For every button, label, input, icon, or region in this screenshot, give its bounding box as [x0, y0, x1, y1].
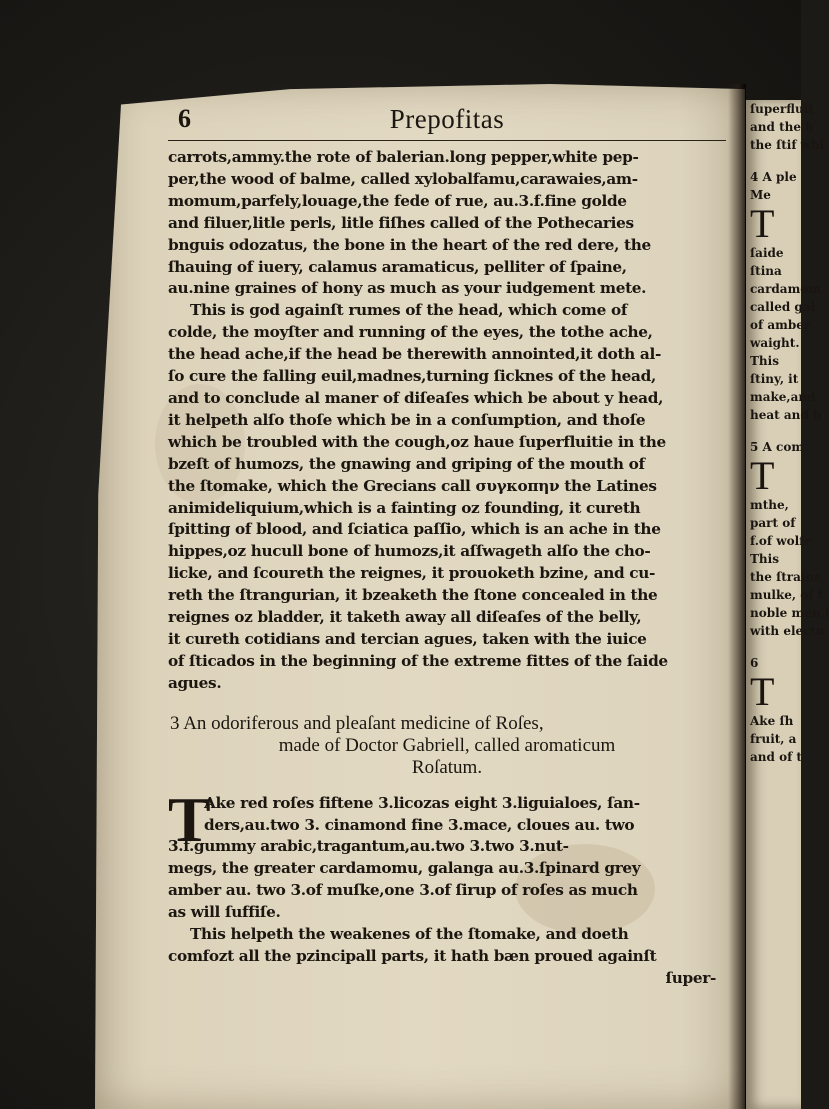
text-line: 3 An odoriferous and pleaſant medicine of Roſes,	[170, 712, 544, 734]
text-line: 5 A com	[750, 440, 805, 454]
page-header	[168, 102, 726, 141]
text-line: which be troubled with the cough,oz haue ſuperfluitie in the	[168, 432, 666, 451]
facing-page-edge	[746, 100, 829, 1109]
text-line: cardamom	[750, 282, 821, 296]
text-line: agues.	[168, 673, 222, 692]
paragraph-virtues	[168, 300, 726, 694]
text-line: the ſtraine	[750, 570, 822, 584]
text-line: animideliquium,which is a fainting oz founding, it cureth	[168, 498, 641, 517]
text-line: with electu	[750, 624, 825, 638]
facing-drop-cap: T	[750, 453, 775, 498]
text-line: it cureth cotidians and tercian agues, taken with the iuice	[168, 629, 647, 648]
text-line: of amber	[750, 318, 811, 332]
book-gutter	[728, 84, 746, 1109]
text-line: make,and	[750, 390, 816, 404]
text-line: ſhauing of iuery, calamus aramaticus, pelliter of ſpaine,	[168, 257, 627, 276]
text-line: ſaide	[750, 246, 784, 260]
text-line: reth the ſtrangurian, it bzeaketh the ſtone concealed in the	[168, 586, 658, 605]
text-line: mulke, of t	[750, 588, 824, 602]
text-line: This is god againſt rumes of the head, which come of	[190, 301, 628, 320]
text-line: ſo cure the falling euil,madnes,turning ſicknes of the head,	[168, 367, 656, 386]
text-line: called gal	[750, 300, 816, 314]
text-line: made of Doctor Gabriell, called aromaticum	[278, 734, 616, 756]
text-line: ſpitting of blood, and ſciatica paſſio, which is an ache in the	[168, 520, 661, 539]
text-line: and to conclude al maner of diſeaſes which be about y head,	[168, 388, 664, 407]
text-line: Ake red roſes fiftene 3.licozas eight 3.liguialoes, ſan-	[204, 793, 640, 812]
text-line: This	[750, 552, 779, 566]
text-line: Ake ſh	[750, 714, 794, 728]
text-line: bzeſt of humozs, the gnawing and griping of the mouth of	[168, 454, 645, 473]
text-line: the ſtomake, which the Grecians call συγκοπην the Latines	[168, 476, 657, 495]
facing-drop-cap: T	[750, 201, 775, 246]
running-head: Prepofitas	[389, 104, 505, 134]
text-line: per,the wood of balme, called xylobalfamu,carawaies,am-	[168, 169, 638, 188]
text-line: noble men i	[750, 606, 829, 620]
text-line: heat and b	[750, 408, 822, 422]
text-line: f.of wolfe	[750, 534, 812, 548]
text-line: hippes,oz hucull bone of humozs,it aſſwageth alſo the cho-	[168, 542, 651, 561]
text-line	[746, 424, 801, 438]
text-line: licke, and ſcoureth the reignes, it prouoketh bzine, and cu-	[168, 564, 656, 583]
text-line: it helpeth alſo thoſe which be in a conſumption, and thoſe	[168, 410, 646, 429]
text-line: momum,parfely,louage,the fede of rue, au.3.f.fine golde	[168, 191, 627, 210]
text-line: mthe,	[750, 498, 789, 512]
text-line: bnguis odozatus, the bone in the heart of the red dere, the	[168, 235, 651, 254]
page-text	[168, 102, 726, 990]
text-line: as will ſuffiſe.	[168, 903, 281, 922]
text-line	[746, 154, 801, 168]
text-line: carrots,ammy.the rote of balerian.long pepper,white pep-	[168, 148, 639, 166]
text-line: au.nine graines of hony as much as your iudgement mete.	[168, 279, 647, 298]
text-line: amber au. two 3.of muſke,one 3.of ſirup of roſes as much	[168, 881, 638, 900]
text-line: 3.f.gummy arabic,tragantum,au.two 3.two 3.nut-	[168, 837, 569, 856]
text-line: ſtina	[750, 264, 782, 278]
page-number: 6	[178, 104, 191, 133]
paragraph-effects	[168, 924, 726, 968]
text-line: Roſatum.	[411, 756, 483, 778]
text-line: reignes oz bladder, it taketh away all diſeaſes of the belly,	[168, 608, 642, 627]
text-line: 4 A ple	[750, 170, 797, 184]
text-line: waight.	[750, 336, 800, 350]
text-line: This helpeth the weakenes of the ſtomake, and doeth	[190, 925, 629, 944]
paragraph-recipe	[168, 783, 726, 924]
text-line: ders,au.two 3. cinamond fine 3.mace, cloues au. two	[204, 815, 635, 834]
text-line: megs, the greater cardamomu, galanga au.3.ſpinard grey	[168, 859, 641, 878]
text-line: the ſtif whi	[750, 138, 825, 152]
text-line: fruit, a	[750, 732, 797, 746]
drop-cap: T	[168, 783, 211, 855]
text-line: ſuperfluit	[750, 102, 814, 116]
paragraph-ingredients	[168, 147, 726, 300]
text-line: colde, the moyſter and running of the eyes, the tothe ache,	[168, 323, 653, 342]
text-line: part of	[750, 516, 796, 530]
facing-drop-cap: T	[750, 669, 775, 714]
text-line: ſtiny, it	[750, 372, 799, 386]
text-line	[746, 640, 801, 654]
text-line: and the h	[750, 120, 814, 134]
recipe-heading	[168, 713, 726, 779]
text-line: and filuer,litle perls, litle fiſhes called of the Pothecaries	[168, 213, 634, 232]
catchword: ſuper-	[665, 968, 716, 987]
text-line: of ſticados in the beginning of the extreme fittes of the ſaide	[168, 651, 668, 670]
text-line: comfozt all the pzincipall parts, it hath bæn proued againſt	[168, 947, 657, 965]
text-line: and of t	[750, 750, 802, 764]
text-line: This	[750, 354, 779, 368]
text-line: the head ache,if the head be therewith annointed,it doth al-	[168, 345, 661, 364]
text-line: Me	[750, 188, 771, 202]
text-line: 6	[750, 656, 759, 670]
